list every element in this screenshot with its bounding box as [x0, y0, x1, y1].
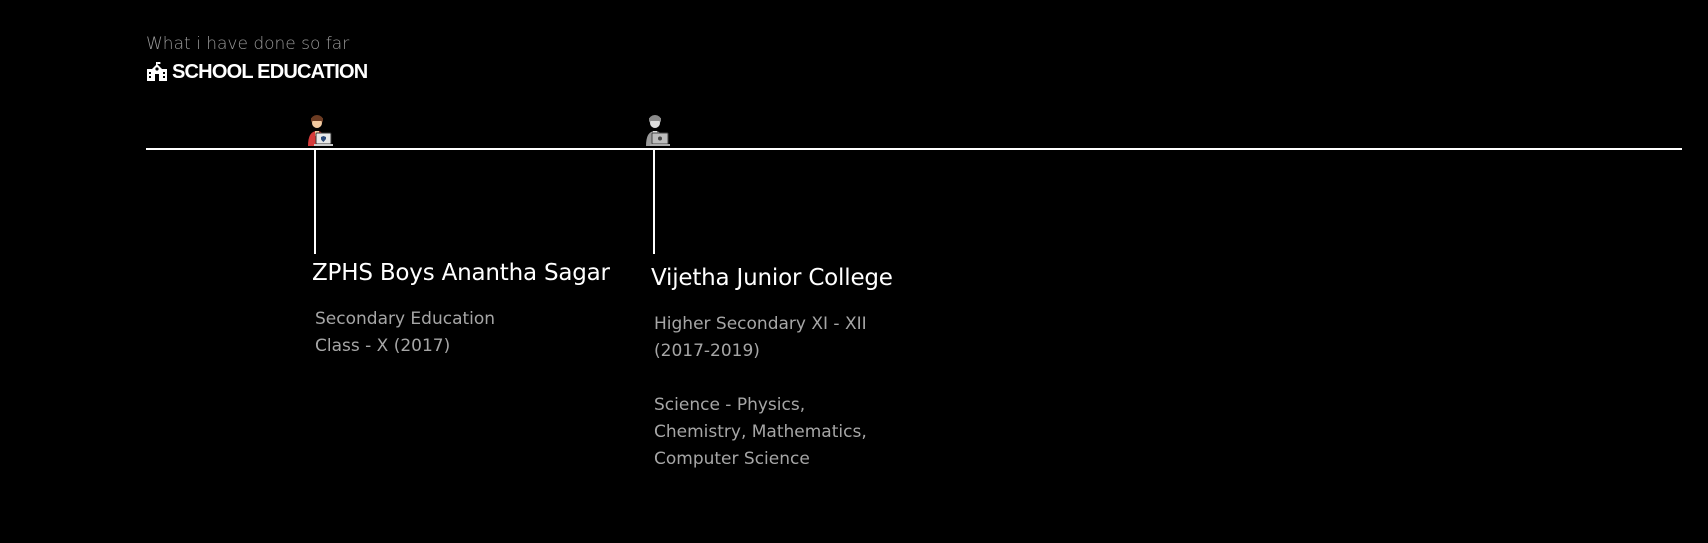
entry-line: Class - X (2017) — [315, 336, 451, 356]
entry-description — [315, 306, 610, 360]
section-heading — [146, 59, 367, 85]
entry-line: Computer Science — [654, 449, 810, 469]
entry-line: Secondary Education — [315, 309, 496, 329]
entry-line: (2017-2019) — [654, 341, 760, 361]
entry-title: ZPHS Boys Anantha Sagar — [312, 260, 610, 286]
entry-title: Vijetha Junior College — [651, 265, 893, 291]
timeline-entry — [651, 265, 893, 473]
student-laptop-icon — [305, 114, 333, 148]
school-icon — [146, 62, 168, 82]
entry-spacer — [654, 365, 893, 392]
section-title: SCHOOL EDUCATION — [172, 60, 368, 83]
timeline-connector — [653, 150, 655, 254]
timeline-axis — [146, 148, 1682, 150]
entry-description — [654, 311, 893, 473]
student-laptop-icon — [643, 114, 671, 148]
section-subtitle: What i have done so far — [146, 34, 350, 54]
entry-line: Science - Physics, — [654, 395, 806, 415]
timeline-entry — [312, 260, 610, 360]
timeline-connector — [314, 150, 316, 254]
entry-line: Higher Secondary XI - XII — [654, 314, 867, 334]
entry-line: Chemistry, Mathematics, — [654, 422, 867, 442]
